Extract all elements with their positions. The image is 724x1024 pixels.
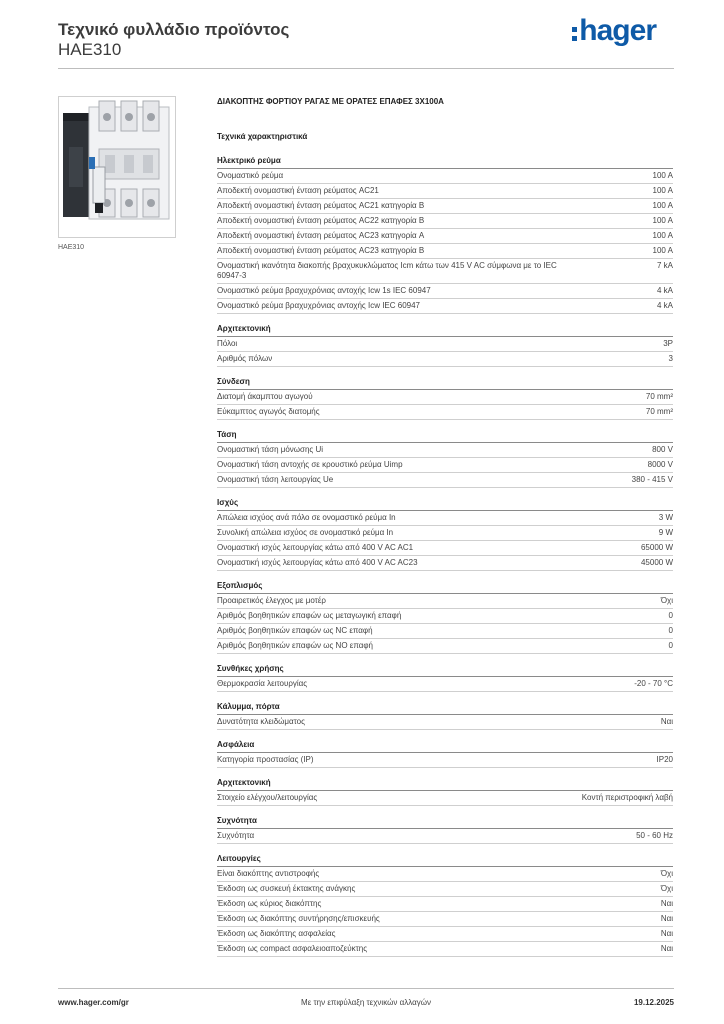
spec-label: Προαιρετικός έλεγχος με μοτέρ xyxy=(217,596,326,605)
spec-row xyxy=(217,390,673,405)
spec-group-title: Συνθήκες χρήσης xyxy=(217,664,673,677)
spec-value: 9 W xyxy=(658,528,673,537)
header-divider xyxy=(58,68,674,69)
spec-row xyxy=(217,352,673,367)
spec-label: Θερμοκρασία λειτουργίας xyxy=(217,679,308,688)
spec-value: 70 mm² xyxy=(645,392,673,401)
footer-date: 19.12.2025 xyxy=(633,998,674,1007)
spec-value: 45000 W xyxy=(640,558,673,567)
spec-row xyxy=(217,882,673,897)
spec-label: Έκδοση ως διακόπτης ασφαλείας xyxy=(217,929,336,938)
spec-value: 70 mm² xyxy=(645,407,673,416)
spec-row xyxy=(217,284,673,299)
spec-group-title: Ηλεκτρικό ρεύμα xyxy=(217,156,673,169)
spec-row xyxy=(217,715,673,730)
spec-value: Ναι xyxy=(660,914,673,923)
spec-group-title: Τάση xyxy=(217,430,673,443)
spec-group xyxy=(217,581,673,654)
spec-value: Όχι xyxy=(660,869,673,878)
spec-group-title: Ασφάλεια xyxy=(217,740,673,753)
spec-value: 3P xyxy=(663,339,673,348)
spec-row xyxy=(217,214,673,229)
spec-label: Συνολική απώλεια ισχύος σε ονομαστικό ρεύμα In xyxy=(217,528,394,537)
spec-row xyxy=(217,259,673,284)
product-name: ΔΙΑΚΟΠΤΗΣ ΦΟΡΤΙΟΥ ΡΑΓΑΣ ΜΕ ΟΡΑΤΕΣ ΕΠΑΦΕΣ 3Χ100Α xyxy=(217,97,444,106)
spec-group-title: Αρχιτεκτονική xyxy=(217,324,673,337)
spec-row xyxy=(217,677,673,692)
spec-value: 100 A xyxy=(652,246,673,255)
spec-row xyxy=(217,753,673,768)
spec-label: Αριθμός βοηθητικών επαφών ως NO επαφή xyxy=(217,641,373,650)
spec-group xyxy=(217,377,673,420)
spec-group xyxy=(217,816,673,844)
spec-row xyxy=(217,184,673,199)
spec-label: Έκδοση ως διακόπτης συντήρησης/επισκευής xyxy=(217,914,380,923)
spec-row xyxy=(217,458,673,473)
spec-label: Πόλοι xyxy=(217,339,238,348)
spec-value: 7 kA xyxy=(656,261,673,270)
spec-label: Ονομαστική ισχύς λειτουργίας κάτω από 400 V AC AC1 xyxy=(217,543,414,552)
page-header xyxy=(58,20,289,60)
spec-value: 8000 V xyxy=(647,460,673,469)
spec-value: 100 A xyxy=(652,171,673,180)
spec-value: 100 A xyxy=(652,186,673,195)
spec-value: 0 xyxy=(668,641,673,650)
footer-divider xyxy=(58,988,674,989)
spec-group-title: Συχνότητα xyxy=(217,816,673,829)
logo-dots-icon xyxy=(572,27,577,41)
spec-value: Όχι xyxy=(660,884,673,893)
spec-group xyxy=(217,430,673,488)
spec-value: IP20 xyxy=(656,755,673,764)
footer-note: Με την επιφύλαξη τεχνικών αλλαγών xyxy=(301,998,431,1007)
spec-row xyxy=(217,867,673,882)
spec-row xyxy=(217,244,673,259)
spec-value: Όχι xyxy=(660,596,673,605)
spec-label: Έκδοση ως κύριος διακόπτης xyxy=(217,899,322,908)
spec-row xyxy=(217,511,673,526)
spec-content xyxy=(217,97,673,957)
spec-row xyxy=(217,473,673,488)
spec-label: Ονομαστική τάση μόνωσης Ui xyxy=(217,445,324,454)
spec-group-title: Εξοπλισμός xyxy=(217,581,673,594)
spec-group xyxy=(217,702,673,730)
spec-label: Έκδοση ως compact ασφαλειοαποζεύκτης xyxy=(217,944,368,953)
spec-value: 3 xyxy=(668,354,673,363)
spec-row xyxy=(217,541,673,556)
spec-row xyxy=(217,791,673,806)
spec-label: Ονομαστικό ρεύμα βραχυχρόνιας αντοχής Icw IEC 60947 xyxy=(217,301,420,310)
spec-value: 100 A xyxy=(652,231,673,240)
spec-label: Αποδεκτή ονομαστική ένταση ρεύματος AC23 κατηγορία B xyxy=(217,246,425,255)
logo-wordmark: hager xyxy=(579,14,656,47)
spec-label: Ονομαστική ισχύς λειτουργίας κάτω από 400 V AC AC23 xyxy=(217,558,418,567)
spec-row xyxy=(217,337,673,352)
spec-row xyxy=(217,927,673,942)
spec-groups xyxy=(217,156,673,957)
spec-row xyxy=(217,624,673,639)
spec-row xyxy=(217,609,673,624)
spec-value: 4 kA xyxy=(656,301,673,310)
spec-label: Ονομαστική τάση αντοχής σε κρουστικό ρεύμα Uimp xyxy=(217,460,403,469)
spec-label: Έκδοση ως συσκευή έκτακτης ανάγκης xyxy=(217,884,356,893)
spec-label: Αριθμός βοηθητικών επαφών ως μεταγωγική επαφή xyxy=(217,611,402,620)
spec-value: 0 xyxy=(668,626,673,635)
spec-row xyxy=(217,526,673,541)
spec-row xyxy=(217,443,673,458)
spec-value: Ναι xyxy=(660,899,673,908)
spec-value: 100 A xyxy=(652,201,673,210)
spec-value: Κοντή περιστροφική λαβή xyxy=(581,793,673,802)
spec-label: Απώλεια ισχύος ανά πόλο σε ονομαστικό ρεύμα In xyxy=(217,513,396,522)
spec-label: Συχνότητα xyxy=(217,831,255,840)
spec-row xyxy=(217,199,673,214)
spec-value: 800 V xyxy=(652,445,673,454)
document-title: Τεχνικό φυλλάδιο προϊόντος xyxy=(58,20,290,39)
load-switch-illustration-icon xyxy=(59,97,175,237)
spec-label: Ονομαστικό ρεύμα xyxy=(217,171,284,180)
spec-group xyxy=(217,324,673,367)
spec-group xyxy=(217,498,673,571)
spec-value: 4 kA xyxy=(656,286,673,295)
spec-label: Ονομαστική τάση λειτουργίας Ue xyxy=(217,475,334,484)
spec-label: Εύκαμπτος αγωγός διατομής xyxy=(217,407,320,416)
section-title: Τεχνικά χαρακτηριστικά xyxy=(217,132,308,141)
spec-row xyxy=(217,299,673,314)
spec-group-title: Αρχιτεκτονική xyxy=(217,778,673,791)
spec-row xyxy=(217,897,673,912)
spec-label: Είναι διακόπτης αντιστροφής xyxy=(217,869,320,878)
spec-value: -20 - 70 °C xyxy=(634,679,673,688)
spec-label: Αποδεκτή ονομαστική ένταση ρεύματος AC21 xyxy=(217,186,379,195)
spec-label: Αριθμός βοηθητικών επαφών ως NC επαφή xyxy=(217,626,373,635)
spec-group-title: Ισχύς xyxy=(217,498,673,511)
spec-value: 100 A xyxy=(652,216,673,225)
spec-group-title: Λειτουργίες xyxy=(217,854,673,867)
spec-value: 3 W xyxy=(658,513,673,522)
spec-row xyxy=(217,169,673,184)
spec-label: Ονομαστική ικανότητα διακοπής βραχυκυκλώματος Icm κάτω των 415 V AC σύμφωνα με το IEC 60947-3 xyxy=(217,261,557,280)
spec-group xyxy=(217,156,673,314)
spec-value: 65000 W xyxy=(640,543,673,552)
image-caption: HAE310 xyxy=(58,244,85,251)
spec-value: 50 - 60 Hz xyxy=(636,831,673,840)
spec-group xyxy=(217,740,673,768)
hager-logo xyxy=(572,14,656,48)
spec-group-title: Σύνδεση xyxy=(217,377,673,390)
spec-row xyxy=(217,594,673,609)
spec-label: Αποδεκτή ονομαστική ένταση ρεύματος AC23 κατηγορία A xyxy=(217,231,425,240)
spec-label: Αριθμός πόλων xyxy=(217,354,273,363)
spec-row xyxy=(217,639,673,654)
product-image xyxy=(58,96,176,238)
spec-group xyxy=(217,854,673,957)
spec-group xyxy=(217,664,673,692)
spec-label: Κατηγορία προστασίας (IP) xyxy=(217,755,314,764)
spec-label: Αποδεκτή ονομαστική ένταση ρεύματος AC22 κατηγορία B xyxy=(217,216,425,225)
spec-value: Ναι xyxy=(660,717,673,726)
spec-label: Στοιχείο ελέγχου/λειτουργίας xyxy=(217,793,318,802)
spec-value: 380 - 415 V xyxy=(631,475,673,484)
spec-row xyxy=(217,405,673,420)
spec-label: Αποδεκτή ονομαστική ένταση ρεύματος AC21 κατηγορία B xyxy=(217,201,425,210)
spec-label: Ονομαστικό ρεύμα βραχυχρόνιας αντοχής Icw 1s IEC 60947 xyxy=(217,286,431,295)
spec-row xyxy=(217,829,673,844)
spec-row xyxy=(217,912,673,927)
spec-value: 0 xyxy=(668,611,673,620)
spec-group-title: Κάλυμμα, πόρτα xyxy=(217,702,673,715)
product-code: HAE310 xyxy=(58,40,122,59)
spec-label: Διατομή άκαμπτου αγωγού xyxy=(217,392,313,401)
spec-value: Ναι xyxy=(660,944,673,953)
spec-label: Δυνατότητα κλειδώματος xyxy=(217,717,305,726)
spec-row xyxy=(217,556,673,571)
spec-row xyxy=(217,229,673,244)
spec-value: Ναι xyxy=(660,929,673,938)
spec-row xyxy=(217,942,673,957)
footer-website-link[interactable]: www.hager.com/gr xyxy=(58,998,129,1007)
spec-group xyxy=(217,778,673,806)
